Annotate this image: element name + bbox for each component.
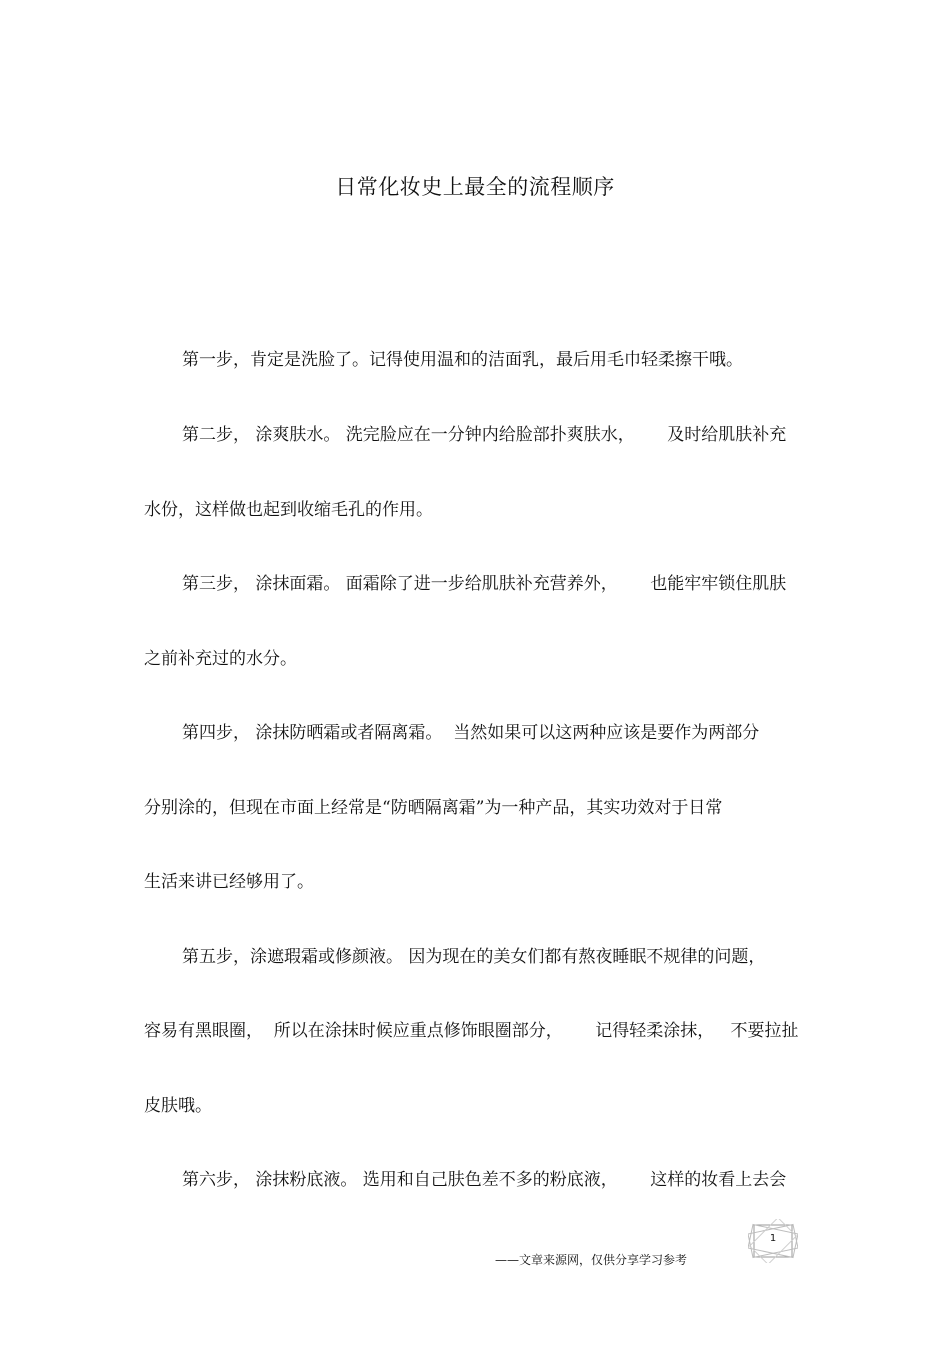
- page-number-badge: [748, 1219, 798, 1263]
- paragraph-line: 第四步， 涂抹防晒霜或者隔离霜。 当然如果可以这两种应该是要作为两部分: [182, 723, 760, 743]
- paragraph-line: 之前补充过的水分。: [144, 649, 297, 669]
- paragraph-line: 第三步， 涂抹面霜。 面霜除了进一步给肌肤补充营养外， 也能牢牢锁住肌肤: [182, 574, 787, 594]
- document-title: 日常化妆史上最全的流程顺序: [335, 175, 615, 199]
- paragraph-line: 皮肤哦。: [144, 1096, 212, 1116]
- footer-source-note: ——文章来源网，仅供分享学习参考: [495, 1253, 688, 1267]
- page-number: 1: [769, 1233, 777, 1244]
- paragraph-line: 分别涂的，但现在市面上经常是“防晒隔离霜”为一种产品，其实功效对于日常: [144, 798, 723, 818]
- paragraph-line: 第五步，涂遮瑕霜或修颜液。 因为现在的美女们都有熬夜睡眠不规律的问题，: [182, 947, 766, 967]
- paragraph-line: 生活来讲已经够用了。: [144, 872, 314, 892]
- paragraph-line: 水份，这样做也起到收缩毛孔的作用。: [144, 500, 433, 520]
- paragraph-line: 容易有黑眼圈， 所以在涂抹时候应重点修饰眼圈部分， 记得轻柔涂抹， 不要拉扯: [144, 1021, 799, 1041]
- paragraph-line: 第二步， 涂爽肤水。 洗完脸应在一分钟内给脸部扑爽肤水， 及时给肌肤补充: [182, 425, 787, 445]
- paragraph-line: 第一步，肯定是洗脸了。记得使用温和的洁面乳，最后用毛巾轻柔擦干哦。: [182, 350, 743, 370]
- paragraph-line: 第六步， 涂抹粉底液。 选用和自己肤色差不多的粉底液， 这样的妆看上去会: [182, 1170, 787, 1190]
